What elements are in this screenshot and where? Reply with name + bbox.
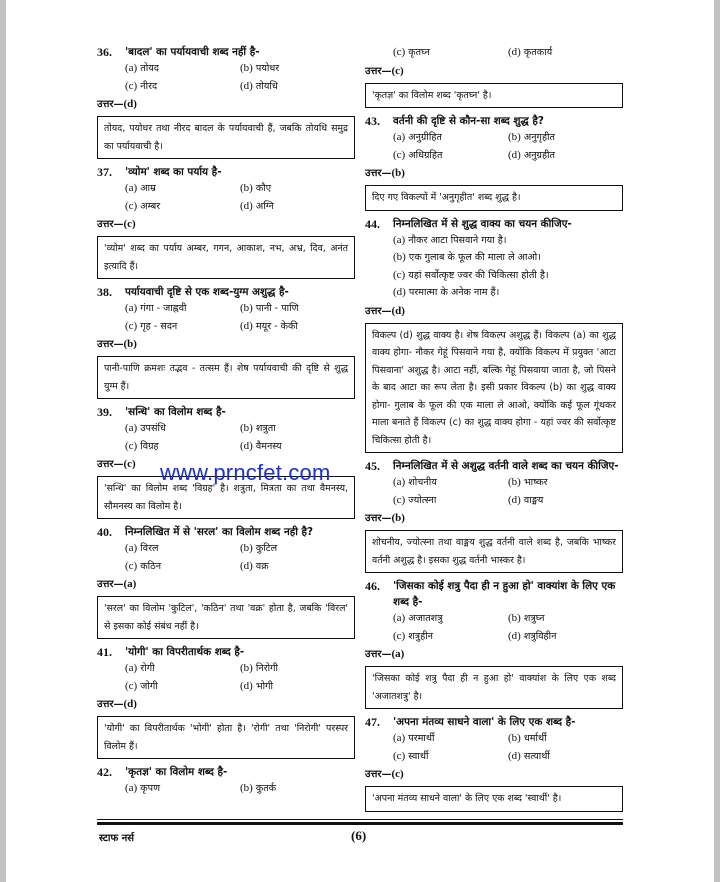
option-a: (a) तोयद [125, 62, 159, 74]
option-b: (b) कौए [240, 182, 272, 194]
option-a: (a) शोचनीय [393, 476, 437, 488]
question-text: वर्तनी की दृष्टि से कौन-सा शब्द शुद्ध है? [393, 115, 544, 127]
options [365, 44, 623, 62]
options [365, 730, 623, 765]
option-d: (d) सत्यार्थी [508, 749, 550, 762]
question-37 [97, 164, 355, 279]
answer-label: उत्तर—(d) [97, 98, 137, 110]
option-c: (c) कठिन [125, 559, 162, 572]
answer-label: उत्तर—(b) [365, 167, 405, 179]
options [365, 474, 623, 509]
question-text: 'कृतज्ञ' का विलोम शब्द है- [125, 766, 228, 778]
answer-label: उत्तर—(d) [365, 304, 405, 317]
option-d: (d) वक्र [240, 559, 269, 572]
question-number: 37. [97, 165, 112, 179]
footer-divider-thin [97, 819, 623, 820]
question-41 [97, 644, 355, 759]
explanation-box: दिए गए विकल्पों में 'अनुगृहीत' शब्द शुद्ध है। [365, 185, 623, 211]
option-a: (a) विरल [125, 542, 159, 554]
option-c: (c) विग्रह [125, 439, 159, 452]
question-number: 43. [365, 114, 380, 128]
question-text: 'योगी' का विपरीतार्थक शब्द है- [125, 646, 245, 658]
page-edge-left [0, 0, 6, 882]
answer-label: उत्तर—(b) [97, 338, 137, 350]
question-number: 46. [365, 579, 380, 593]
option-c: (c) शत्रुहीन [393, 629, 434, 642]
left-column [97, 44, 355, 802]
answer-label: उत्तर—(c) [97, 458, 136, 470]
question-text: 'व्योम' शब्द का पर्याय है- [125, 166, 222, 178]
option-b: (b) एक गुलाब के फूल की माला ले आओ। [393, 251, 541, 263]
options [97, 660, 355, 695]
question-text: निम्नलिखित में से 'सरल' का विलोम शब्द नही है? [125, 526, 314, 538]
option-c: (c) नीरद [125, 79, 158, 92]
option-b: (b) पानी - पाणि [240, 302, 299, 314]
options [97, 420, 355, 455]
option-a: (a) परमार्थी [393, 732, 435, 744]
option-c: (c) जोगी [125, 679, 158, 692]
option-a: (a) आम्र [125, 182, 156, 194]
option-a: (a) अनुग्रीहित [393, 131, 442, 143]
question-number: 38. [97, 285, 112, 299]
option-d: (d) अग्नि [240, 199, 274, 212]
question-text: 'अपना मंतव्य साधने वाला' के लिए एक शब्द है- [393, 716, 576, 728]
explanation-box: 'अपना मंतव्य साधने वाला' के लिए एक शब्द 'स्वार्थी' है। [365, 786, 623, 812]
option-b: (b) शत्रुता [240, 422, 276, 434]
option-a: (a) उपसंधि [125, 422, 166, 434]
question-42-continued [365, 44, 623, 108]
answer-label: उत्तर—(a) [97, 578, 137, 590]
option-c: (c) अम्बर [125, 199, 161, 212]
option-d: (d) तोयधि [240, 79, 278, 92]
option-a: (a) गंगा - जाह्नवी [125, 302, 187, 314]
options [97, 780, 355, 798]
explanation-box: 'व्योम' शब्द का पर्याय अम्बर, गगन, आकाश, नभ, अभ्र, दिव, अनंत इत्यादि हैं। [97, 236, 355, 279]
option-b: (b) कुतर्क [240, 782, 277, 794]
answer-label: उत्तर—(a) [365, 648, 405, 660]
explanation-box: 'कृतज्ञ' का विलोम शब्द 'कृतघ्न' है। [365, 83, 623, 109]
page-number: (6) [351, 828, 367, 843]
options [97, 300, 355, 335]
question-number: 39. [97, 405, 112, 419]
option-d: (d) मयूर - केकी [240, 319, 298, 332]
options [365, 610, 623, 645]
option-d: (d) वैमनस्य [240, 439, 282, 452]
options [365, 129, 623, 164]
question-46 [365, 578, 623, 709]
question-44 [365, 216, 623, 454]
question-number: 36. [97, 45, 112, 59]
options [97, 180, 355, 215]
answer-label: उत्तर—(b) [365, 512, 405, 524]
option-b: (b) पयोधर [240, 62, 280, 74]
explanation-box: 'सरल' का विलोम 'कुटिल', 'कठिन' तथा 'वक्र' होता है, जबकि 'विरल' से इसका कोई संबंध नहीं है। [97, 596, 355, 639]
question-47 [365, 714, 623, 812]
explanation-box: 'योगी' का विपरीतार्थक 'भोगी' होता है। 'रोगी' तथा 'निरोगी' परस्पर विलोम हैं। [97, 716, 355, 759]
option-d: (d) अनुग्रहीत [508, 148, 556, 161]
question-42 [97, 764, 355, 798]
option-d: (d) भोगी [240, 679, 274, 692]
option-b: (b) कुटिल [240, 542, 278, 554]
question-40 [97, 524, 355, 639]
question-number: 40. [97, 525, 112, 539]
question-text: 'जिसका कोई शत्रु पैदा ही न हुआ हो' वाक्यांश के लिए एक शब्द है- [393, 580, 616, 608]
question-36 [97, 44, 355, 159]
option-c: (c) स्वार्थी [393, 749, 429, 762]
question-45 [365, 458, 623, 573]
footer-title: स्टाफ नर्स [99, 833, 135, 844]
answer-label: उत्तर—(d) [97, 698, 137, 710]
option-a: (a) नौकर आटा पिसवाने गया है। [393, 233, 507, 246]
option-c: (c) अधिग्रहित [393, 148, 443, 161]
watermark-link[interactable]: www.prncfet.com [160, 460, 331, 485]
option-b: (b) भाष्कर [508, 476, 548, 488]
explanation-box: 'जिसका कोई शत्रु पैदा ही न हुआ हो' वाक्यांश के लिए एक शब्द 'अजातशत्रु' है। [365, 666, 623, 709]
option-c: (c) कृतघ्न [393, 46, 430, 58]
footer-divider-thick [97, 822, 623, 825]
options [97, 60, 355, 95]
question-38 [97, 284, 355, 399]
option-c: (c) गृह - सदन [125, 319, 178, 332]
explanation-box: विकल्प (d) शुद्ध वाक्य है। शेष विकल्प अशुद्ध हैं। विकल्प (a) का शुद्ध वाक्य होगा- नौकर गेहूं पिसवाने गया है, क्योंकि विकल्प में प्रयुक्त 'आटा पिसवाना' अशुद्ध है। आटा नहीं, बल्कि गेहूं पिसवाया जाता है, जो पिसने के बाद आटा का रूप लेता है। इसी प्रकार विकल्प (b) का शुद्ध वाक्य होगा- गुलाब के फूल की एक माला ले आओ, क्योंकि कई फूल गूंथकर माला बनाते हैं विकल्प (c) का शुद्ध वाक्य होगा - यहां ज्वर की सर्वोत्कृष्ट चिकित्सा होती है। [365, 323, 623, 454]
explanation-box: 'सन्धि' का विलोम शब्द 'विग्रह' है। शत्रुता, मित्रता का तथा वैमनस्य, सौमनस्य का विलोम है। [97, 476, 355, 519]
option-b: (b) अनुगृहीत [508, 131, 555, 143]
question-text: पर्यायवाची दृष्टि से एक शब्द-युग्म अशुद्ध है- [125, 286, 289, 298]
options [97, 540, 355, 575]
option-d: (d) शत्रुविहीन [508, 629, 557, 642]
explanation-box: पानी-पाणि क्रमशः तद्भव - तत्सम हैं। शेष पर्यायवाची की दृष्टि से शुद्ध युग्म हैं। [97, 356, 355, 399]
question-text: निम्नलिखित में से अशुद्ध वर्तनी वाले शब्द का चयन कीजिए- [393, 460, 619, 472]
question-number: 42. [97, 765, 112, 779]
page-edge-right [714, 0, 720, 882]
option-a: (a) कृपण [125, 782, 161, 794]
option-a: (a) रोगी [125, 662, 155, 674]
question-43 [365, 113, 623, 211]
question-text: 'बादल' का पर्यायवाची शब्द नहीं है- [125, 46, 260, 58]
option-b: (b) धर्मार्थी [508, 732, 547, 744]
question-number: 47. [365, 715, 380, 729]
answer-label: उत्तर—(c) [365, 768, 404, 780]
option-c: (c) ज्योत्स्ना [393, 493, 437, 506]
question-number: 44. [365, 216, 380, 231]
option-d: (d) वाङ्मय [508, 493, 544, 506]
option-b: (b) निरोगी [240, 662, 278, 674]
question-text: 'सन्धि' का विलोम शब्द है- [125, 406, 226, 418]
options [365, 232, 623, 302]
right-column [365, 44, 623, 817]
option-a: (a) अजातशत्रु [393, 612, 443, 624]
question-number: 41. [97, 645, 112, 659]
explanation-box: तोयद, पयोधर तथा नीरद बादल के पर्यायवाची हैं, जबकि तोयधि समुद्र का पर्यायवाची है। [97, 116, 355, 159]
question-number: 45. [365, 459, 380, 473]
question-text: निम्नलिखित में से शुद्ध वाक्य का चयन कीजिए- [393, 217, 572, 230]
explanation-box: शोचनीय, ज्योत्स्ना तथा वाङ्मय शुद्ध वर्तनी वाले शब्द है, जबकि भाष्कर वर्तनी अशुद्ध है। इसका शुद्ध वर्तनी भास्कर है। [365, 530, 623, 573]
option-b: (b) शत्रुघ्न [508, 612, 545, 624]
option-d: (d) परमात्मा के अनेक नाम हैं। [393, 286, 500, 298]
answer-label: उत्तर—(c) [365, 64, 404, 77]
answer-label: उत्तर—(c) [97, 218, 136, 230]
option-c: (c) यहां सर्वोत्कृष्ट ज्वर की चिकित्सा होती है। [393, 268, 549, 281]
option-d: (d) कृतकार्य [508, 46, 553, 58]
